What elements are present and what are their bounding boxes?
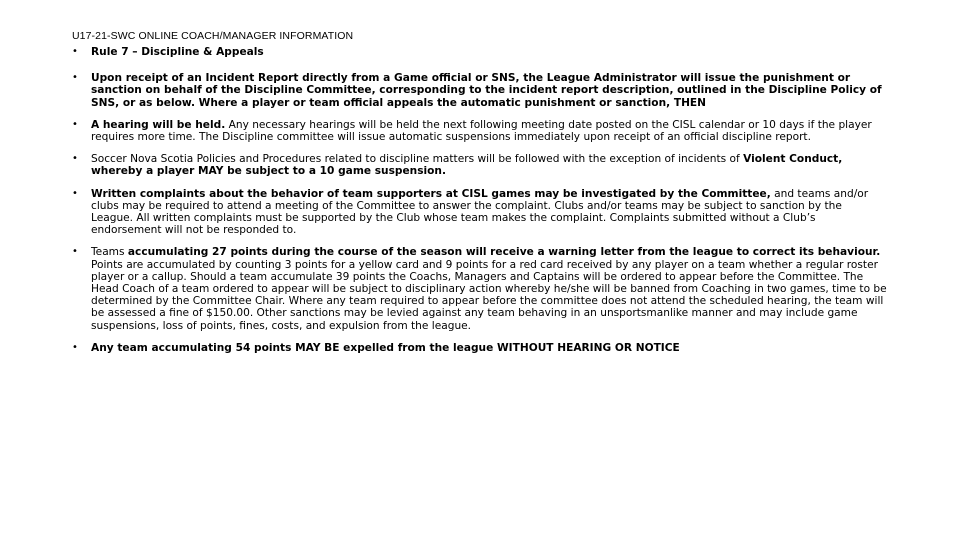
- rules-list: [72, 46, 887, 364]
- item-text: Any necessary hearings will be held the next following meeting date posted on the CISL calendar or 10 days if the player requires more time. The Discipline committee will issue automatic suspensions immediately upon receipt of an official discipline report.: [91, 118, 872, 144]
- bullet-icon: •: [72, 341, 78, 353]
- list-item: [72, 188, 887, 237]
- bullet-icon: •: [72, 246, 78, 258]
- item-bold-text: Any team accumulating 54 points MAY BE expelled from the league WITHOUT HEARING OR NOTICE: [91, 341, 680, 354]
- bullet-icon: •: [72, 153, 78, 165]
- document-header: U17-21-SWC ONLINE COACH/MANAGER INFORMATION: [72, 30, 354, 42]
- item-text: Points are accumulated by counting 3 points for a yellow card and 9 points for a red card received by any player on a team whether a regular roster player or a callup. Should a team accumulate 39 points the Coachs, Managers and Captains will be ordered to appear before the Committee. The Head Coach of a team ordered to appear will be subject to disciplinary action whereby he/she will be banned from Coaching in two games, time to be determined by the Committee Chair. Where any team required to appear before the committee does not attend the scheduled hearing, the team will be assessed a fine of $150.00. Other sanctions may be levied against any team behaving in an unsportsmanlike manner and may include game suspensions, loss of points, fines, costs, and expulsion from the league.: [91, 258, 887, 332]
- list-item: [72, 72, 887, 109]
- bullet-icon: •: [72, 72, 78, 84]
- item-bold-text: Written complaints about the behavior of team supporters at CISL games may be investigated by the Committee,: [91, 187, 771, 200]
- bullet-icon: •: [72, 187, 78, 199]
- list-item: [72, 119, 887, 143]
- bullet-icon: •: [72, 46, 78, 57]
- item-bold-text: accumulating 27 points during the course of the season will receive a warning letter from the league to correct its behaviour.: [127, 246, 881, 259]
- list-item: [72, 342, 887, 354]
- item-bold-text: Violent Conduct, whereby a player MAY be subject to a 10 game suspension.: [91, 153, 843, 178]
- item-text: and teams and/or clubs may be required to attend a meeting of the Committee to answer the complaint. Clubs and/or teams may be subject to sanction by the League. All written complaints must be supported by the Club whose team makes the complaint. Complaints submitted without a Club’s endorsement will not be responded to.: [91, 187, 869, 237]
- bullet-icon: •: [72, 118, 78, 130]
- list-item: [72, 246, 887, 331]
- list-item: [72, 153, 887, 177]
- item-text: Soccer Nova Scotia Policies and Procedures related to discipline matters will be followed with the exception of incidents of: [91, 153, 744, 166]
- item-bold-text: A hearing will be held.: [91, 118, 226, 131]
- list-item: [72, 46, 887, 58]
- rule-title: Rule 7 – Discipline & Appeals: [91, 46, 264, 58]
- item-bold-text: Upon receipt of an Incident Report directly from a Game official or SNS, the League Administrator will issue the punishment or sanction on behalf of the Discipline Committee, corresponding to the incident report description, outlined in the Discipline Policy of SNS, or as below. Where a player or team official appeals the automatic punishment or sanction, THEN: [91, 72, 882, 109]
- item-text: Teams: [91, 246, 128, 259]
